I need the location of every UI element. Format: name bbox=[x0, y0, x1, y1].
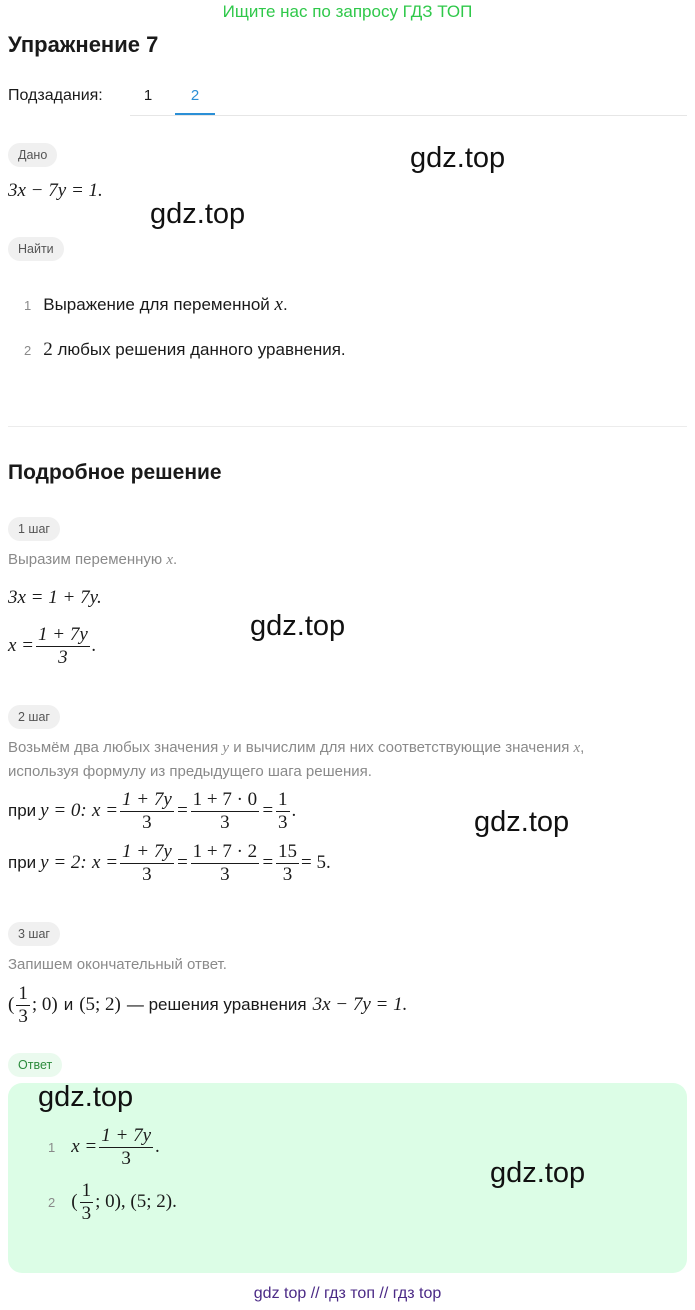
find-item-number: 2 bbox=[24, 343, 32, 358]
watermark: gdz.top bbox=[474, 806, 570, 838]
fraction: $\frac{1}{3}$ bbox=[18, 983, 28, 1027]
fraction: $\frac{1 + 7 \cdot 0}{3}$ bbox=[192, 789, 258, 833]
watermark: gdz.top bbox=[38, 1081, 134, 1113]
given-pill: Дано bbox=[8, 143, 57, 167]
search-banner: Ищите нас по запросу ГДЗ ТОП bbox=[222, 2, 473, 21]
find-item-2 bbox=[24, 339, 346, 361]
fraction: $\frac{1}{3}$ bbox=[81, 1180, 92, 1224]
active-tab-indicator bbox=[175, 113, 215, 115]
tabs-divider bbox=[130, 115, 687, 116]
fraction: $\frac{1 + 7y}{3}$ bbox=[101, 1125, 152, 1169]
step-3-pill: 3 шаг bbox=[8, 922, 60, 946]
section-divider bbox=[8, 426, 687, 427]
subtasks-label: Подзадания: bbox=[8, 87, 103, 104]
step-2-description: Возьмём два любых значения y и вычислим для них соответствующие значения x, bbox=[8, 739, 585, 756]
answer-item-1: 1 x = $\frac{1 + 7y}{3}$ . bbox=[48, 1125, 160, 1169]
answer-item-2: 2 ( $\frac{1}{3}$ ; 0), (5; 2). bbox=[48, 1180, 177, 1224]
step-2-pill: 2 шаг bbox=[8, 705, 60, 729]
solution-title: Подробное решение bbox=[8, 461, 222, 484]
step-1-line-1: 3x = 1 + 7y. bbox=[8, 587, 102, 608]
find-pill: Найти bbox=[8, 237, 64, 261]
watermark: gdz.top bbox=[250, 610, 346, 642]
step-3-description: Запишем окончательный ответ. bbox=[8, 956, 227, 973]
step-1-description: Выразим переменную x. bbox=[8, 551, 178, 568]
fraction: $\frac{1 + 7y}{3}$ bbox=[122, 789, 172, 833]
fraction: $\frac{1}{3}$ bbox=[278, 789, 288, 833]
find-item-1 bbox=[24, 294, 288, 316]
step-2-row-2: при y = 2: x = $\frac{1 + 7y}{3}$ = $\frac{1 + 7 \cdot 2}{3}$ = $\frac{15}{3}$ = 5. bbox=[8, 841, 331, 885]
step-1-pill: 1 шаг bbox=[8, 517, 60, 541]
step-2-description-line-2: используя формулу из предыдущего шага решения. bbox=[8, 763, 372, 780]
watermark: gdz.top bbox=[490, 1157, 586, 1189]
step-3-answer-line: ( $\frac{1}{3}$ ; 0) и (5; 2) — решения уравнения 3x − 7y = 1. bbox=[8, 983, 408, 1027]
fraction: $\frac{1 + 7y}{3}$ bbox=[38, 624, 88, 668]
answer-pill: Ответ bbox=[8, 1053, 62, 1077]
find-item-text: 2 любых решения данного уравнения. bbox=[43, 339, 346, 360]
tab-subtask-1[interactable]: 1 bbox=[143, 87, 153, 104]
find-item-number: 1 bbox=[24, 298, 32, 313]
watermark: gdz.top bbox=[150, 198, 246, 230]
fraction: $\frac{1 + 7y}{3}$ bbox=[122, 841, 172, 885]
find-item-text: Выражение для переменной x. bbox=[43, 294, 288, 315]
step-1-line-2: x = $\frac{1 + 7y}{3}$ . bbox=[8, 624, 97, 668]
tab-subtask-2[interactable]: 2 bbox=[190, 87, 200, 104]
fraction: $\frac{1 + 7 \cdot 2}{3}$ bbox=[192, 841, 258, 885]
given-equation: 3x − 7y = 1. bbox=[8, 180, 103, 201]
footer-links: gdz top // гдз топ // гдз top bbox=[253, 1285, 442, 1302]
watermark: gdz.top bbox=[410, 142, 506, 174]
step-2-row-1: при y = 0: x = $\frac{1 + 7y}{3}$ = $\frac{1 + 7 \cdot 0}{3}$ = $\frac{1}{3}$ . bbox=[8, 789, 297, 833]
page-title: Упражнение 7 bbox=[8, 32, 159, 57]
fraction: $\frac{15}{3}$ bbox=[278, 841, 298, 885]
